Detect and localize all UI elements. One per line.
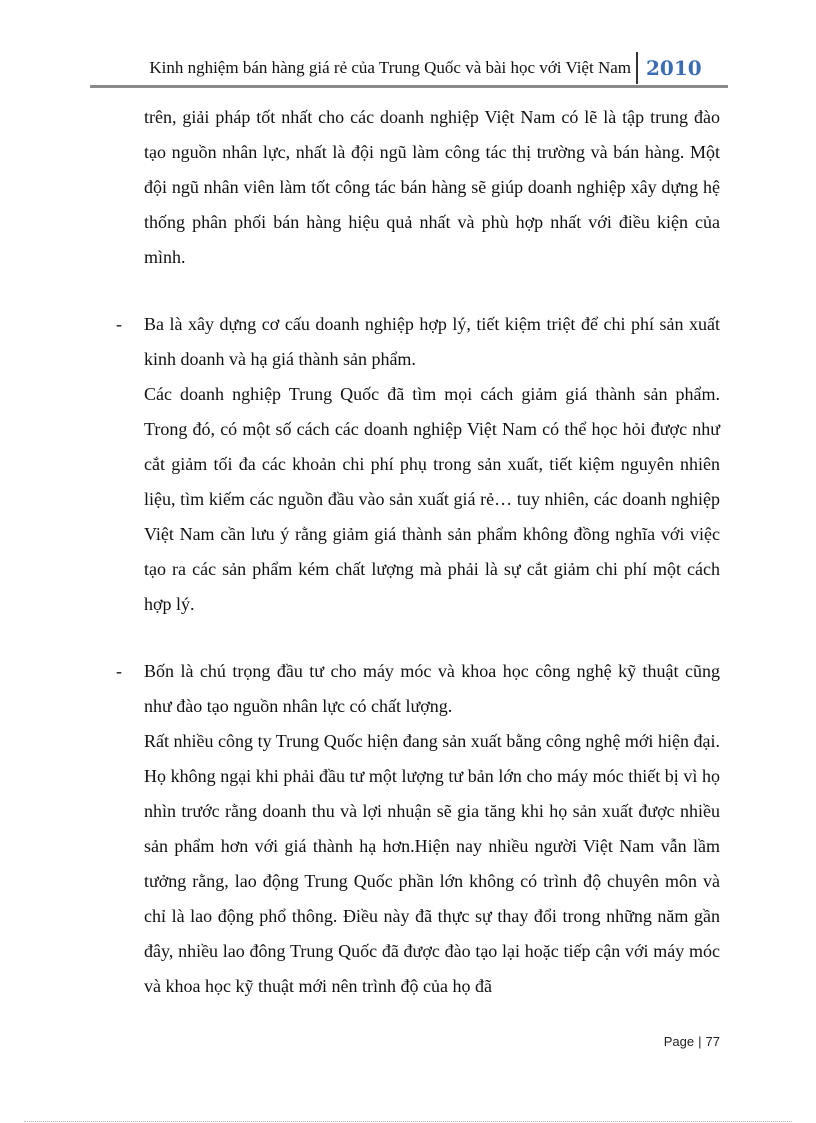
header-title: Kinh nghiệm bán hàng giá rẻ của Trung Quốc và bài học với Việt Nam: [149, 58, 631, 77]
list-item: [114, 654, 720, 1004]
list-item-heading: Ba là xây dựng cơ cấu doanh nghiệp hợp lý, tiết kiệm triệt để chi phí sản xuất kinh doanh và hạ giá thành sản phẩm.: [144, 314, 720, 369]
list-item-heading: Bốn là chú trọng đầu tư cho máy móc và khoa học công nghệ kỹ thuật cũng như đào tạo nguồn nhân lực có chất lượng.: [144, 661, 720, 716]
footer-separator: |: [698, 1034, 702, 1049]
bullet-marker: -: [116, 314, 122, 334]
intro-paragraph: trên, giải pháp tốt nhất cho các doanh nghiệp Việt Nam có lẽ là tập trung đào tạo nguồn nhân lực, nhất là đội ngũ làm công tác thị trường và bán hàng. Một đội ngũ nhân viên làm tốt công tác bán hàng sẽ giúp doanh nghiệp xây dựng hệ thống phân phối bán hàng hiệu quả nhất và phù hợp nhất với điều kiện của mình.: [144, 107, 720, 267]
header-separator: [636, 52, 638, 84]
list-item-text: Rất nhiều công ty Trung Quốc hiện đang sản xuất bằng công nghệ mới hiện đại. Họ không ngại khi phải đầu tư một lượng tư bản lớn cho máy móc thiết bị vì họ nhìn trước rằng doanh thu và lợi nhuận sẽ gia tăng khi họ sản xuất được nhiều sản phẩm hơn với giá thành hạ hơn.Hiện nay nhiều người Việt Nam vẫn lầm tưởng rằng, lao động Trung Quốc phần lớn không có trình độ chuyên môn và chỉ là lao động phổ thông. Điều này đã thực sự thay đổi trong những năm gần đây, nhiều lao đông Trung Quốc đã được đào tạo lại hoặc tiếp cận với máy móc và khoa học kỹ thuật mới nên trình độ của họ đã: [144, 731, 720, 996]
list-item: [114, 307, 720, 622]
list-item-text: Các doanh nghiệp Trung Quốc đã tìm mọi cách giảm giá thành sản phẩm. Trong đó, có một số cách các doanh nghiệp Việt Nam có thể học hỏi được như cắt giảm tối đa các khoản chi phí phụ trong sản xuất, tiết kiệm nguyên nhiên liệu, tìm kiếm các nguồn đầu vào sản xuất giá rẻ… tuy nhiên, các doanh nghiệp Việt Nam cần lưu ý rằng giảm giá thành sản phẩm không đồng nghĩa với việc tạo ra các sản phẩm kém chất lượng mà phải là sự cắt giảm chi phí một cách hợp lý.: [144, 384, 720, 614]
spacer: [114, 275, 720, 307]
header-year: 2010: [646, 56, 702, 80]
page-footer: [664, 1034, 720, 1049]
page-label: Page: [663, 1034, 695, 1049]
page-number: 77: [705, 1034, 720, 1049]
page-header: [90, 50, 728, 90]
spacer: [114, 622, 720, 654]
page-bottom-border: [24, 1121, 792, 1122]
bullet-marker: -: [116, 661, 122, 681]
document-body: [114, 100, 720, 1004]
header-rule: [90, 85, 728, 88]
